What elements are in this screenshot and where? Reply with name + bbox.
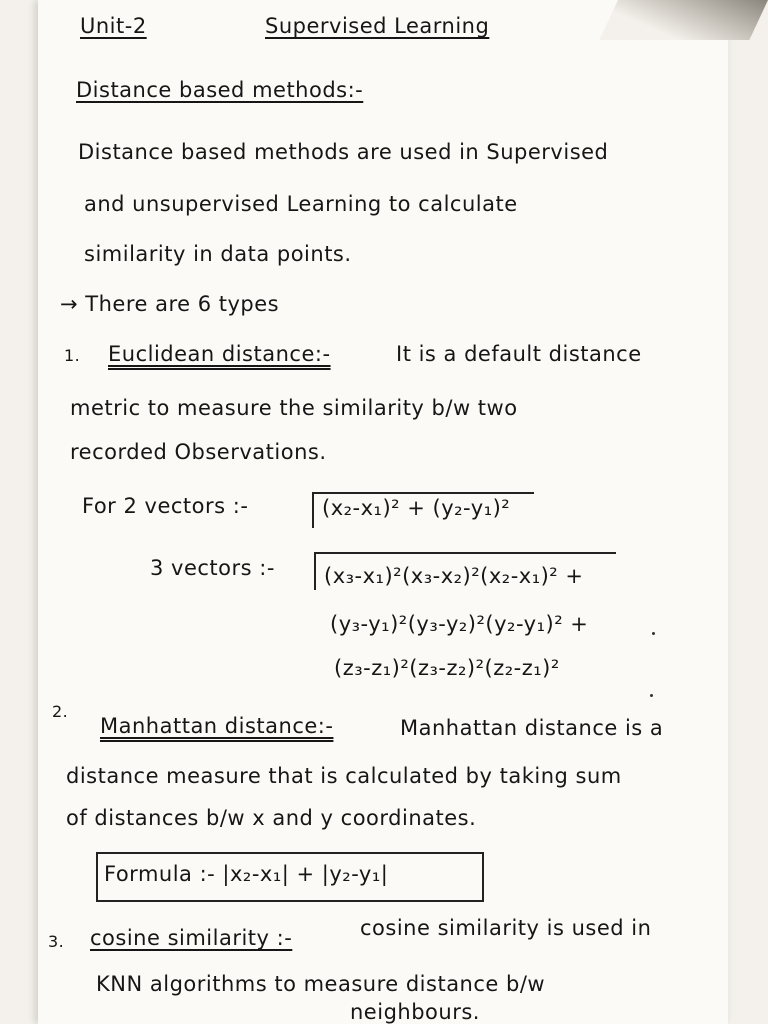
three-vectors-label: 3 vectors :- (150, 556, 275, 580)
types-line: → There are 6 types (60, 292, 280, 316)
item-1-desc-1: It is a default distance (396, 342, 642, 366)
page-corner-shadow (599, 0, 768, 40)
item-3-name: cosine similarity :- (90, 926, 293, 950)
item-1-desc-3: recorded Observations. (70, 440, 327, 464)
item-1-number: 1. (64, 346, 81, 365)
three-vectors-line-1: (x₃-x₁)²(x₃-x₂)²(x₂-x₁)² + (324, 564, 584, 588)
item-3-desc-2: KNN algorithms to measure distance b/w (96, 972, 546, 996)
intro-line-3: similarity in data points. (84, 242, 352, 266)
page-title: Supervised Learning (265, 14, 490, 38)
two-vectors-expr: (x₂-x₁)² + (y₂-y₁)² (322, 496, 511, 520)
item-3-desc-1: cosine similarity is used in (360, 916, 652, 940)
item-2-desc-2: distance measure that is calculated by taking sum (66, 764, 622, 788)
item-2-name: Manhattan distance:- (100, 714, 334, 738)
item-2-desc-3: of distances b/w x and y coordinates. (66, 806, 477, 830)
item-2-desc-1: Manhattan distance is a (400, 716, 664, 740)
item-2-number: 2. (52, 702, 69, 721)
manhattan-formula: Formula :- |x₂-x₁| + |y₂-y₁| (104, 862, 389, 886)
ink-dot (650, 694, 653, 697)
two-vectors-label: For 2 vectors :- (82, 494, 249, 518)
unit-label: Unit-2 (80, 14, 147, 38)
item-3-desc-3: neighbours. (350, 1000, 480, 1024)
three-vectors-line-3: (z₃-z₁)²(z₃-z₂)²(z₂-z₁)² (334, 656, 560, 680)
section-heading: Distance based methods:- (76, 78, 364, 102)
item-1-desc-2: metric to measure the similarity b/w two (70, 396, 518, 420)
intro-line-1: Distance based methods are used in Supervised (78, 140, 609, 164)
ink-dot (652, 632, 655, 635)
intro-line-2: and unsupervised Learning to calculate (84, 192, 518, 216)
three-vectors-line-2: (y₃-y₁)²(y₃-y₂)²(y₂-y₁)² + (330, 612, 589, 636)
item-3-number: 3. (48, 932, 65, 951)
item-1-name: Euclidean distance:- (108, 342, 331, 366)
